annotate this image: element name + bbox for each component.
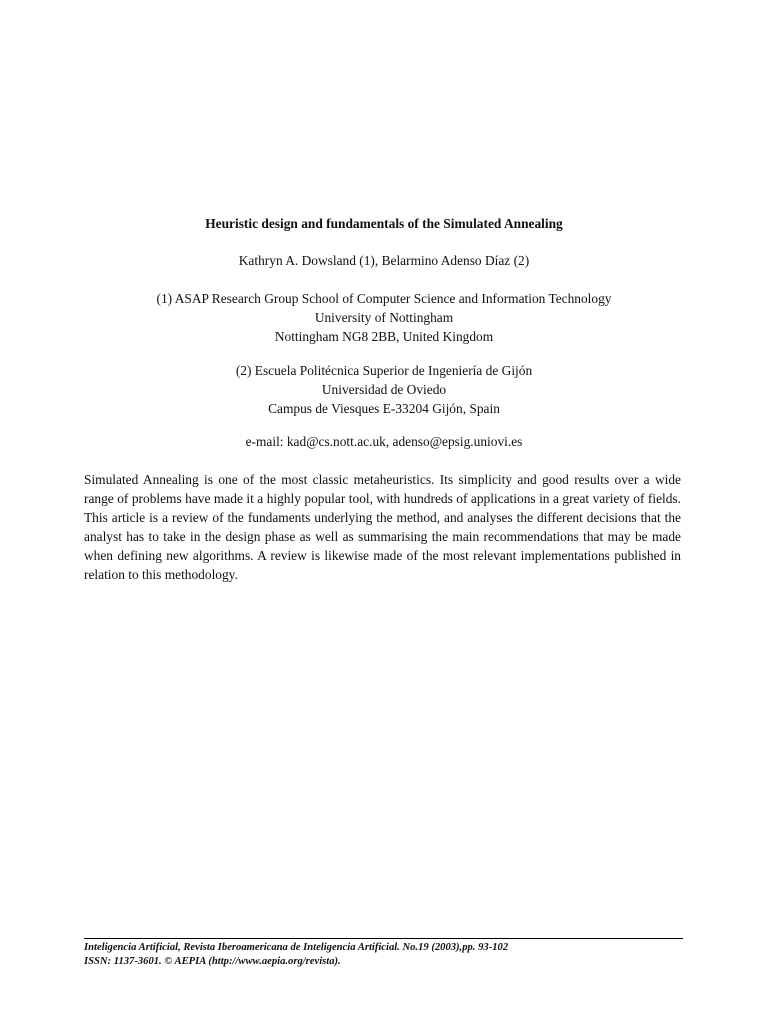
journal-issn: ISSN: 1137-3601. © AEPIA (http://www.aepia.org/revista).: [84, 956, 341, 967]
affiliation-2-line-2: Universidad de Oviedo: [321, 382, 447, 397]
affiliation-1-line-3: Nottingham NG8 2BB, United Kingdom: [274, 329, 494, 344]
affiliation-2-line-3: Campus de Viesques E-33204 Gijón, Spain: [268, 401, 500, 416]
affiliation-1: [0, 289, 768, 346]
paper-title: Heuristic design and fundamentals of the Simulated Annealing: [205, 216, 563, 231]
footer-divider: [84, 938, 683, 939]
contact-email: e-mail: kad@cs.nott.ac.uk, adenso@epsig.uniovi.es: [245, 434, 523, 449]
affiliation-1-line-2: University of Nottingham: [314, 310, 454, 325]
affiliation-2: [0, 361, 768, 418]
journal-citation: Inteligencia Artificial, Revista Iberoamericana de Inteligencia Artificial. No.19 (2003),pp. 93-102: [84, 942, 509, 953]
author-list: Kathryn A. Dowsland (1), Belarmino Adenso Díaz (2): [238, 253, 530, 268]
journal-footer: [84, 941, 684, 969]
affiliation-1-line-1: (1) ASAP Research Group School of Computer Science and Information Technology: [156, 291, 612, 306]
affiliation-2-line-1: (2) Escuela Politécnica Superior de Ingeniería de Gijón: [235, 363, 533, 378]
abstract-paragraph: Simulated Annealing is one of the most classic metaheuristics. Its simplicity and good results over a wide range of problems have made it a highly popular tool, with hundreds of applications in a great variety of fields. This article is a review of the fundaments underlying the method, and analyses the different decisions that the analyst has to take in the design phase as well as summarising the main recommendations that may be made when defining new algorithms. A review is likewise made of the most relevant implementations published in relation to this methodology.: [84, 472, 681, 582]
